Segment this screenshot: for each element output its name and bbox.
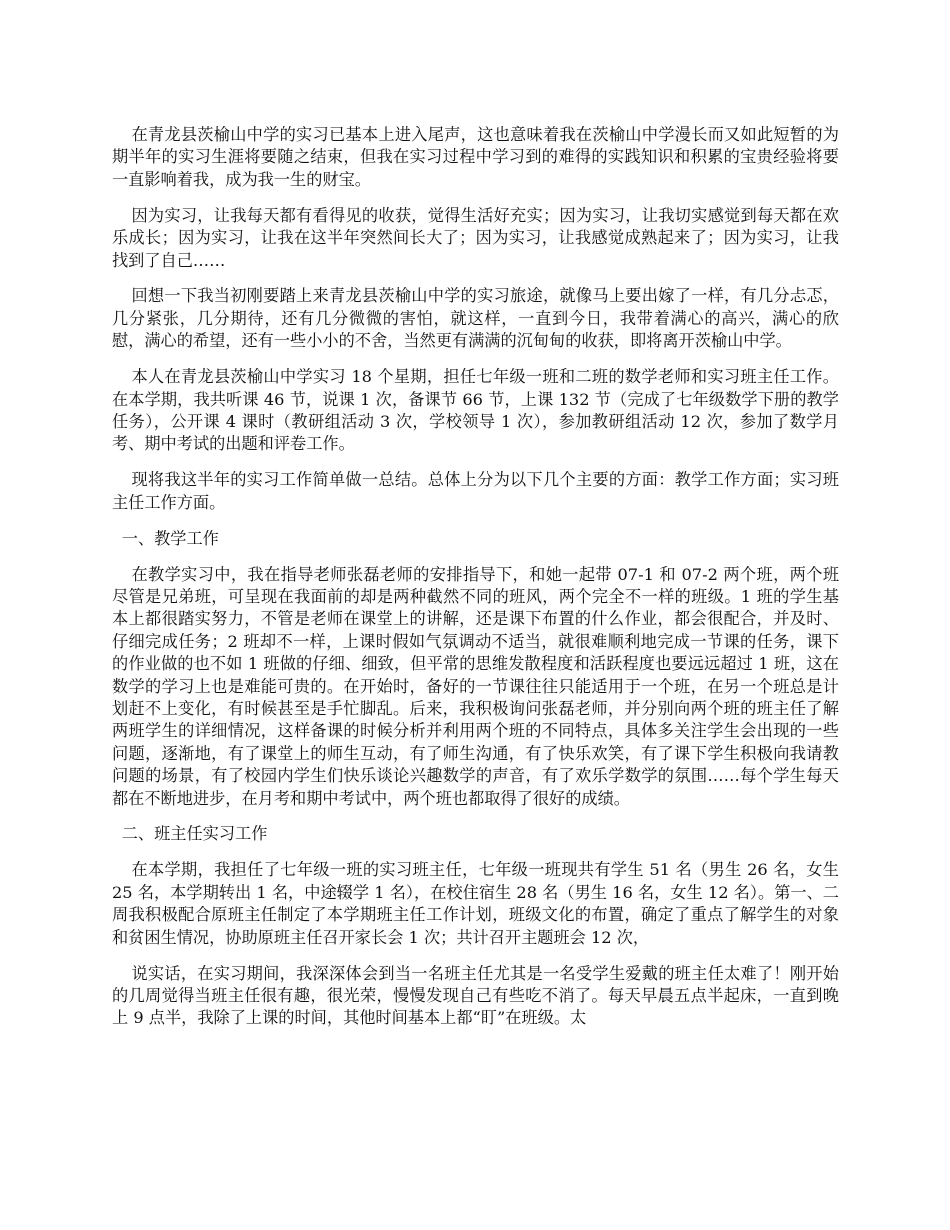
section-heading-class-teacher: 二、班主任实习工作 bbox=[121, 824, 268, 844]
teaching-paragraph: 在教学实习中，我在指导老师张磊老师的安排指导下，和她一起带 07-1 和 07-2 两个班，两个班尽管是兄弟班，可呈现在我面前的却是两种截然不同的班风，两个完全不一样的班级。1 班的学生基本上都很踏实努力，不管是老师在课堂上的讲解，还是课下布置的什么作业，都会很配合，并及时、仔细完成任务；2 班却不一样，上课时假如气氛调动不适当，就很难顺利地完成一节课的任务，课下的作业做的也不如 1 班做的仔细、细致，但平常的思维发散程度和活跃程度也要远远超过 1 班，这在数学的学习上也是难能可贵的。在开始时，备好的一节课往往只能适用于一个班，在另一个班总是计划赶不上变化，有时候甚至是手忙脚乱。后来，我积极询问张磊老师，并分别向两个班的班主任了解两班学生的详细情况，这样备课的时候分析并利用两个班的不同特点，具体多关注学生会出现的一些问题，逐渐地，有了课堂上的师生互动，有了师生沟通，有了快乐欢笑，有了课下学生积极向我请教问题的场景，有了校园内学生们快乐谈论兴趣数学的声音，有了欢乐学数学的氛围……每个学生每天都在不断地进步，在月考和期中考试中，两个班也都取得了很好的成绩。 bbox=[112, 564, 839, 808]
gains-paragraph: 因为实习，让我每天都有看得见的收获，觉得生活好充实；因为实习，让我切实感觉到每天都在欢乐成长；因为实习，让我在这半年突然间长大了；因为实习，让我感觉成熟起来了；因为实习，让我找到了自己…… bbox=[112, 205, 839, 270]
summary-paragraph: 现将我这半年的实习工作简单做一总结。总体上分为以下几个主要的方面：教学工作方面；实习班主任工作方面。 bbox=[112, 470, 839, 512]
recollection-paragraph: 回想一下我当初刚要踏上来青龙县茨榆山中学的实习旅途，就像马上要出嫁了一样，有几分忐忑，几分紧张，几分期待，还有几分微微的害怕，就这样，一直到今日，我带着满心的高兴，满心的欣慰，满心的希望，还有一些小小的不舍，当然更有满满的沉甸甸的收获，即将离开茨榆山中学。 bbox=[112, 286, 839, 351]
section-heading-teaching: 一、教学工作 bbox=[121, 528, 219, 548]
overview-paragraph: 本人在青龙县茨榆山中学实习 18 个星期，担任七年级一班和二班的数学老师和实习班主任工作。在本学期，我共听课 46 节，说课 1 次，备课节 66 节，上课 132 节（完成了七年级数学下册的教学任务），公开课 4 课时（教研组活动 3 次，学校领导 1 次），参加教研组活动 12 次，参加了数学月考、期中考试的出题和评卷工作。 bbox=[112, 367, 839, 454]
reflection-paragraph: 说实话，在实习期间，我深深体会到当一名班主任尤其是一名受学生爱戴的班主任太难了！刚开始的几周觉得当班主任很有趣，很光荣，慢慢发现自己有些吃不消了。每天早晨五点半起床，一直到晚上 9 点半，我除了上课的时间，其他时间基本上都“盯”在班级。太 bbox=[112, 963, 839, 1028]
intro-paragraph: 在青龙县茨榆山中学的实习已基本上进入尾声，这也意味着我在茨榆山中学漫长而又如此短暂的为期半年的实习生涯将要随之结束，但我在实习过程中学习到的难得的实践知识和积累的宝贵经验将要一直影响着我，成为我一生的财宝。 bbox=[112, 125, 839, 189]
class-teacher-paragraph: 在本学期，我担任了七年级一班的实习班主任，七年级一班现共有学生 51 名（男生 26 名，女生 25 名，本学期转出 1 名，中途辍学 1 名），在校住宿生 28 名（男生 16 名，女生 12 名）。第一、二周我积极配合原班主任制定了本学期班主任工作计划，班级文化的布置，确定了重点了解学生的对象和贫困生情况，协助原班主任召开家长会 1 次；共计召开主题班会 12 次， bbox=[112, 860, 839, 947]
document-page bbox=[112, 124, 839, 1043]
